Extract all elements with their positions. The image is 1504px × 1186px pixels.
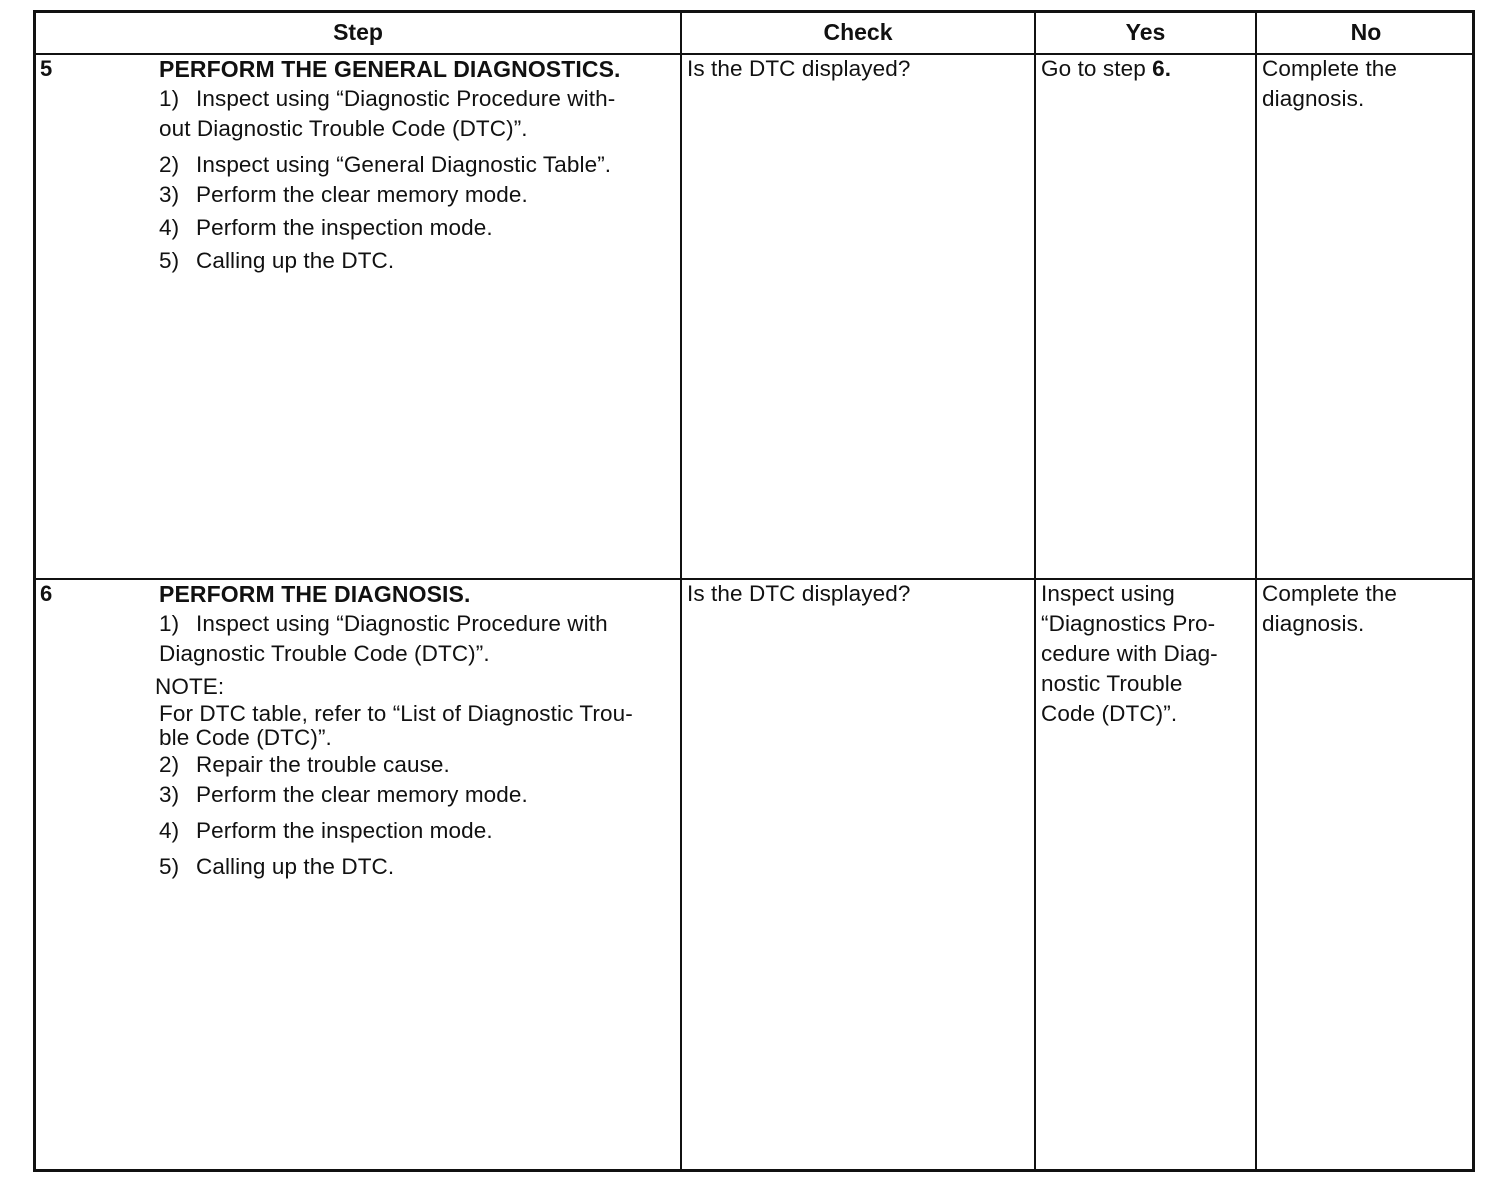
note-label: NOTE:: [155, 674, 225, 699]
item-text: Perform the clear memory mode.: [196, 782, 528, 807]
item-number: 1): [159, 611, 180, 636]
header-yes: Yes: [1125, 19, 1166, 45]
column-divider-no: [1255, 13, 1257, 1169]
procedure-item: [159, 780, 679, 810]
check-question: Is the DTC displayed?: [687, 56, 911, 81]
procedure-item: [159, 852, 679, 882]
procedure-item: [159, 150, 679, 180]
note-text: For DTC table, refer to “List of Diagnostic Trou-: [159, 701, 633, 726]
check-question: Is the DTC displayed?: [687, 581, 911, 606]
procedure-item: [159, 750, 679, 780]
column-divider-check: [680, 13, 682, 1169]
yes-action-line: nostic Trouble: [1041, 671, 1183, 696]
no-action-line: diagnosis.: [1262, 611, 1365, 636]
procedure-item: [159, 213, 679, 243]
no-action: [1262, 579, 1472, 639]
item-number: 4): [159, 818, 180, 843]
item-number: 5): [159, 854, 180, 879]
yes-action-text: Go to step: [1041, 56, 1153, 81]
procedure-item: [159, 609, 679, 639]
item-number: 2): [159, 152, 180, 177]
step-number: 5: [40, 56, 53, 81]
yes-action: [1041, 54, 1251, 84]
diagnostic-table: [33, 10, 1475, 1172]
item-text-continued: Diagnostic Trouble Code (DTC)”.: [159, 641, 490, 666]
step-title: PERFORM THE GENERAL DIAGNOSTICS.: [159, 56, 621, 82]
item-text-continued: out Diagnostic Trouble Code (DTC)”.: [159, 116, 528, 141]
item-text: Perform the clear memory mode.: [196, 182, 528, 207]
item-text: Repair the trouble cause.: [196, 752, 450, 777]
item-text: Perform the inspection mode.: [196, 818, 493, 843]
procedure-item: [159, 84, 679, 114]
no-action-line: Complete the: [1262, 56, 1398, 81]
step-title: PERFORM THE DIAGNOSIS.: [159, 581, 471, 607]
no-action-line: Complete the: [1262, 581, 1398, 606]
yes-step-reference: 6.: [1152, 56, 1172, 81]
procedure-item: [159, 180, 679, 210]
item-text: Perform the inspection mode.: [196, 215, 493, 240]
yes-action-line: “Diagnostics Pro-: [1041, 611, 1216, 636]
yes-action-line: Inspect using: [1041, 581, 1175, 606]
step-content: [159, 54, 679, 276]
header-check: Check: [823, 19, 893, 45]
yes-action-line: cedure with Diag-: [1041, 641, 1218, 666]
header-step: Step: [333, 19, 383, 45]
item-number: 3): [159, 782, 180, 807]
column-divider-yes: [1034, 13, 1036, 1169]
no-action-line: diagnosis.: [1262, 86, 1365, 111]
item-text: Inspect using “General Diagnostic Table”.: [196, 152, 612, 177]
step-content: [155, 579, 679, 882]
yes-action-line: Code (DTC)”.: [1041, 701, 1178, 726]
procedure-item: [159, 246, 679, 276]
item-text: Inspect using “Diagnostic Procedure with: [196, 611, 608, 636]
header-no: No: [1350, 19, 1382, 45]
step-number: 6: [40, 581, 53, 606]
no-action: [1262, 54, 1472, 114]
item-text: Inspect using “Diagnostic Procedure with-: [196, 86, 616, 111]
note-text: ble Code (DTC)”.: [159, 725, 332, 750]
item-number: 2): [159, 752, 180, 777]
item-number: 4): [159, 215, 180, 240]
item-text: Calling up the DTC.: [196, 248, 395, 273]
procedure-item: [159, 816, 679, 846]
item-number: 1): [159, 86, 180, 111]
yes-action: [1041, 579, 1253, 729]
item-number: 5): [159, 248, 180, 273]
item-number: 3): [159, 182, 180, 207]
item-text: Calling up the DTC.: [196, 854, 395, 879]
